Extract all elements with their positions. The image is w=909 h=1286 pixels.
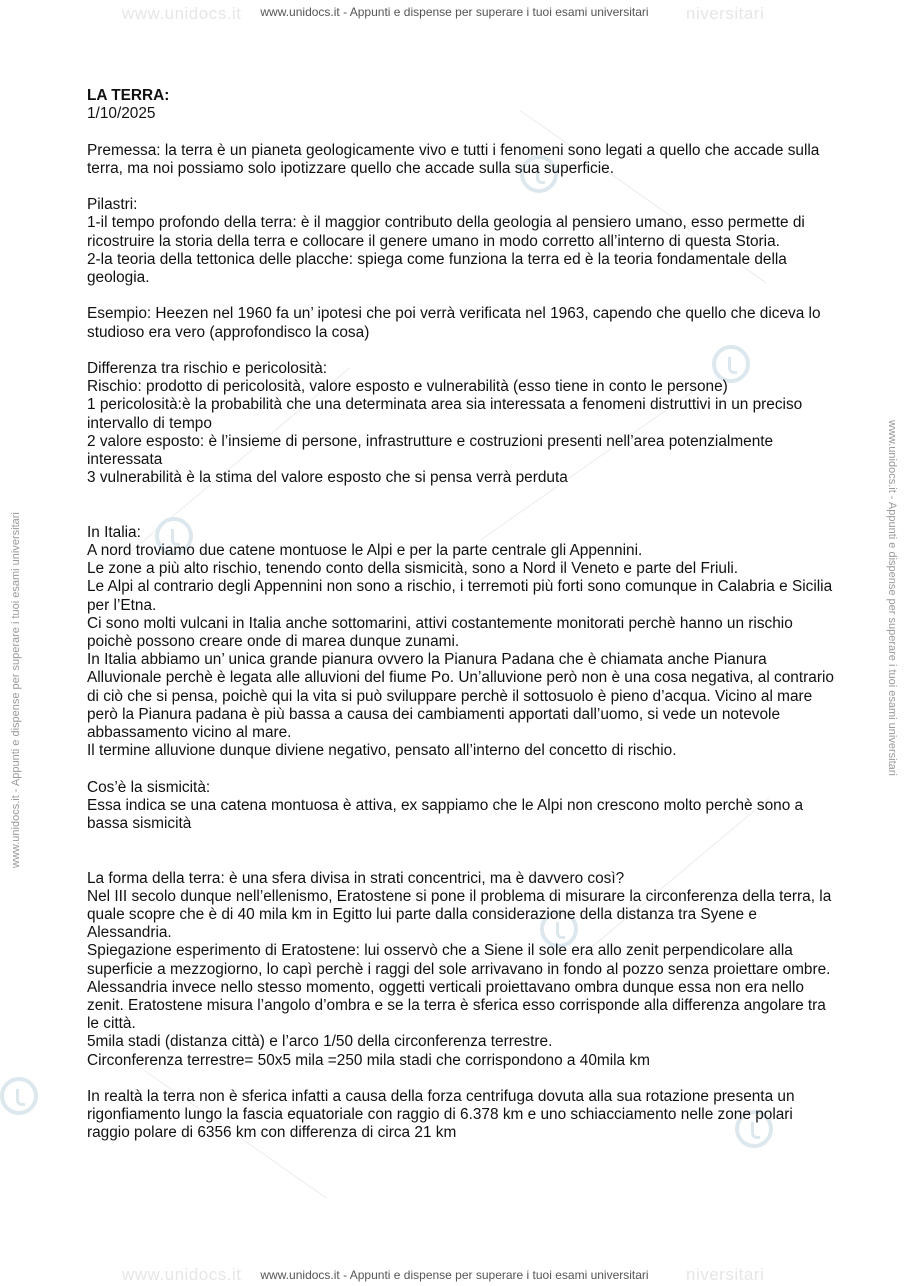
rischio-item: 2 valore esposto: è l’insieme di persone, infrastrutture e costruzioni presenti nell’area potenzialmente interessata: [87, 432, 774, 468]
italia-item: Ci sono molti vulcani in Italia anche sottomarini, attivi costantemente monitorati perchè hanno un rischio poichè possono creare onde di marea dunque zunami.: [87, 614, 793, 650]
watermark-ghost-text: niversitari: [686, 4, 765, 23]
italia-item: Le zone a più alto rischio, tenendo conto della sismicità, sono a Nord il Veneto e parte del Friuli.: [87, 560, 739, 578]
rischio-heading: Differenza tra rischio e pericolosità:: [87, 359, 328, 377]
italia-item: A nord troviamo due catene montuose le Alpi e per la parte centrale gli Appennini.: [87, 541, 643, 559]
rischio-section: [87, 360, 837, 487]
document-body: [87, 87, 837, 1161]
forma-section: [87, 870, 837, 1070]
sismicita-heading: Cos’è la sismicità:: [87, 778, 211, 796]
watermark-ghost-text: www.unidocs.it: [122, 4, 242, 23]
watermark-ghost-text: niversitari: [686, 1265, 765, 1284]
pilastri-section: [87, 196, 837, 287]
forma-item: Alessandria invece nello stesso momento, oggetti verticali proiettavano ombra dunque essa non era nello zenit. Eratostene misura l’angolo d’ombra e se la terra è sferica esso corrisponde alla differenza angolare tra le città.: [87, 978, 826, 1033]
pilastri-heading: Pilastri:: [87, 196, 138, 214]
footer-watermark: www.unidocs.it - Appunti e dispense per superare i tuoi esami universitari: [260, 1268, 649, 1282]
sismicita-text: Essa indica se una catena montuosa è attiva, ex sappiamo che le Alpi non crescono molto perchè sono a bassa sismicità: [87, 796, 804, 833]
pilastro-item: 2-la teoria della tettonica delle placche: spiega come funziona la terra ed è la teoria fondamentale della geologia.: [87, 250, 787, 286]
rischio-item: 1 pericolosità:è la probabilità che una determinata area sia interessata a fenomeni distruttivi in un preciso intervallo di tempo: [87, 396, 803, 432]
watermark-logo-icon: [0, 1077, 38, 1115]
italia-item: Le Alpi al contrario degli Appennini non sono a rischio, i terremoti più forti sono comunque in Calabria e Sicilia per l’Etna.: [87, 578, 833, 614]
esempio-paragraph: Esempio: Heezen nel 1960 fa un’ ipotesi che poi verrà verificata nel 1963, capendo che quello che diceva lo studioso era vero (approfondisco la cosa): [87, 305, 821, 341]
blank-line: [87, 851, 837, 869]
document-date: 1/10/2025: [87, 105, 156, 123]
watermark-ghost-text: www.unidocs.it: [122, 1265, 242, 1284]
forma-item: La forma della terra: è una sfera divisa in strati concentrici, ma è davvero così?: [87, 869, 625, 887]
italia-section: [87, 524, 837, 761]
forma-item: Spiegazione esperimento di Eratostene: lui osservò che a Siene il sole era allo zenit perpendicolare alla superficie a mezzogiorno, lo capì perchè i raggi del sole arrivavano in fondo al pozzo senza proiettare ombre.: [87, 942, 831, 978]
pilastro-item: 1-il tempo profondo della terra: è il maggior contributo della geologia al pensiero umano, esso permette di ricostruire la storia della terra e collocare il genere umano in modo corretto all’interno di questa Storia.: [87, 214, 805, 250]
italia-item: Il termine alluvione dunque diviene negativo, pensato all’interno del concetto di rischio.: [87, 742, 677, 760]
rischio-definition: Rischio: prodotto di pericolosità, valore esposto e vulnerabilità (esso tiene in conto le persone): [87, 378, 728, 396]
header-watermark: www.unidocs.it - Appunti e dispense per superare i tuoi esami universitari: [260, 5, 649, 19]
blank-line: [87, 506, 837, 524]
sismicita-section: [87, 779, 837, 834]
rischio-item: 3 vulnerabilità è la stima del valore esposto che si pensa verrà perduta: [87, 469, 568, 487]
forma-item: 5mila stadi (distanza città) e l’arco 1/50 della circonferenza terrestre.: [87, 1033, 553, 1051]
premessa-paragraph: Premessa: la terra è un pianeta geologicamente vivo e tutti i fenomeni sono legati a quello che accade sulla terra, ma noi possiamo solo ipotizzare quello che accade sulla sua superficie.: [87, 141, 820, 177]
side-watermark-left: www.unidocs.it - Appunti e dispense per superare i tuoi esami universitari: [10, 512, 22, 868]
document-title: LA TERRA:: [87, 87, 170, 104]
realta-paragraph: In realtà la terra non è sferica infatti a causa della forza centrifuga dovuta alla sua rotazione presenta un rigonfiamento lungo la fascia equatoriale con raggio di 6.378 km e uno schiacciamento nelle zone polari raggio polare di 6356 km con differenza di circa 21 km: [87, 1088, 795, 1142]
side-watermark-right: www.unidocs.it - Appunti e dispense per superare i tuoi esami universitari: [886, 420, 898, 776]
forma-item: Circonferenza terrestre= 50x5 mila =250 mila stadi che corrispondono a 40mila km: [87, 1051, 650, 1069]
italia-item: In Italia abbiamo un’ unica grande pianura ovvero la Pianura Padana che è chiamata anche Pianura Alluvionale perchè è legata alle alluvioni del fiume Po. Un’alluvione però non è una cosa negativa, al contrario di ciò che si pensa, poichè qui la vita si può sviluppare perchè il sottosuolo è pieno d’acqua. Vicino al mare però la Pianura padana è più bassa a causa dei cambiamenti apportati dall’uomo, si vede un notevole abbassamento vicino al mare.: [87, 651, 834, 742]
forma-item: Nel III secolo dunque nell’ellenismo, Eratostene si pone il problema di misurare la circonferenza della terra, la quale scopre che è di 40 mila km in Egitto lui parte dalla considerazione della distanza tra Syene e Alessandria.: [87, 887, 832, 942]
italia-heading: In Italia:: [87, 523, 141, 541]
